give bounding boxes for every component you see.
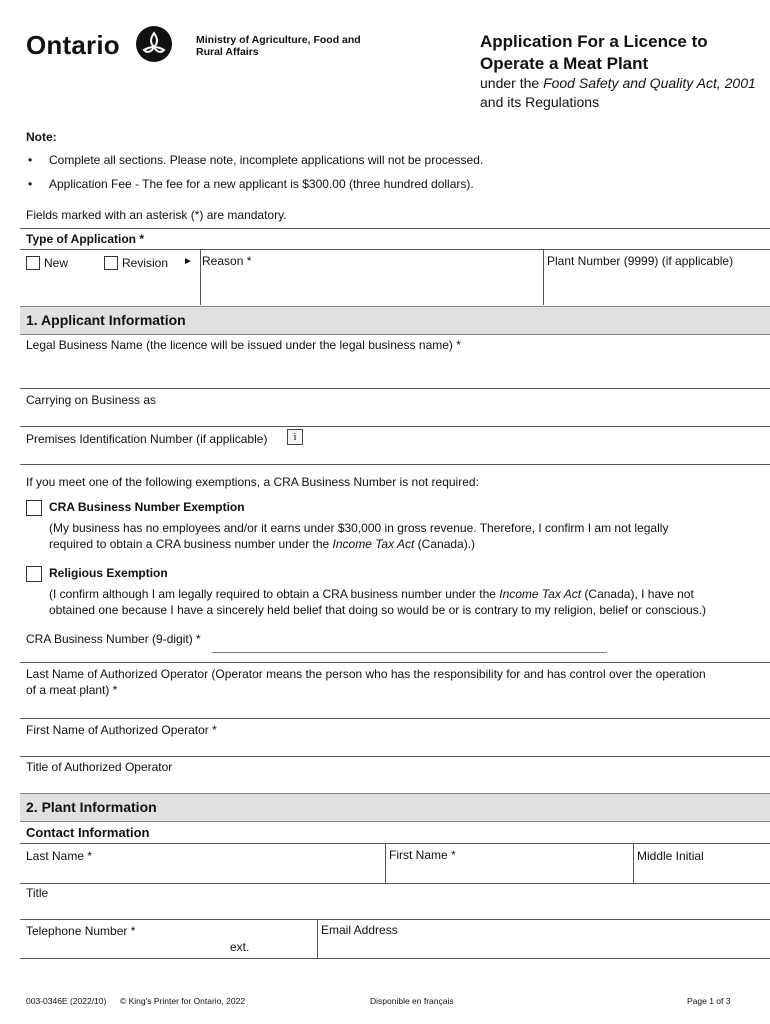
note-heading: Note: xyxy=(26,130,57,144)
contact-info-heading: Contact Information xyxy=(26,825,150,840)
operator-last-name-input[interactable] xyxy=(26,699,770,717)
cra-exemption-text-b-start: required to obtain a CRA business number under the xyxy=(49,537,333,551)
legal-name-input[interactable] xyxy=(26,354,770,386)
cra-exemption-text-b-end: (Canada).) xyxy=(414,537,476,551)
religious-exemption-checkbox[interactable] xyxy=(26,566,42,582)
religious-exemption-title: Religious Exemption xyxy=(49,566,168,580)
section-1-title: 1. Applicant Information xyxy=(26,312,186,328)
new-label: New xyxy=(44,256,69,270)
note-bullet-2: Application Fee - The fee for a new applicant is $300.00 (three hundred dollars). xyxy=(49,177,474,191)
ministry-name: Ministry of Agriculture, Food and Rural Affairs xyxy=(196,34,361,58)
operator-title-input[interactable] xyxy=(26,776,770,792)
first-name-label: First Name * xyxy=(389,848,456,862)
divider xyxy=(20,228,770,229)
cra-exemption-text-b-italic: Income Tax Act xyxy=(332,537,415,551)
last-name-label: Last Name * xyxy=(26,849,93,863)
carrying-on-input[interactable] xyxy=(26,408,770,425)
cra-number-input[interactable] xyxy=(212,630,607,652)
cra-number-underline xyxy=(212,652,607,653)
operator-last-name-label-a: Last Name of Authorized Operator (Operator means the person who has the responsibility for and has control over the operation xyxy=(26,667,706,681)
operator-title-label: Title of Authorized Operator xyxy=(26,760,173,774)
divider xyxy=(20,464,770,465)
religious-text-b: obtained one because I have a sincerely held belief that doing so would be or is contrary to my religion, belief or conscious.) xyxy=(49,603,707,617)
application-type-label: Type of Application * xyxy=(26,232,145,246)
reason-label: Reason * xyxy=(202,254,252,268)
form-title: Application For a Licence to Operate a Meat Plant xyxy=(480,32,708,73)
divider xyxy=(20,388,770,389)
religious-text-a-italic: Income Tax Act xyxy=(499,587,582,601)
bullet-icon: • xyxy=(28,177,33,191)
trillium-logo-icon xyxy=(135,25,173,63)
reason-input[interactable] xyxy=(202,270,542,304)
cra-exemption-title: CRA Business Number Exemption xyxy=(49,500,245,514)
plant-number-input[interactable] xyxy=(547,270,770,304)
telephone-label: Telephone Number * xyxy=(26,924,136,938)
premises-id-input[interactable] xyxy=(26,447,770,463)
cra-exemption-checkbox[interactable] xyxy=(26,500,42,516)
religious-text-a-start: (I confirm although I am legally required to obtain a CRA business number under the xyxy=(49,587,500,601)
arrow-right-icon: ► xyxy=(183,256,193,267)
section-2-header xyxy=(20,793,770,822)
ext-label: ext. xyxy=(230,940,250,954)
section-2-title: 2. Plant Information xyxy=(26,799,157,815)
last-name-input[interactable] xyxy=(26,865,381,881)
divider xyxy=(200,249,201,305)
email-label: Email Address xyxy=(321,923,398,937)
email-input[interactable] xyxy=(321,939,770,956)
divider xyxy=(20,756,770,757)
divider xyxy=(317,919,318,958)
divider xyxy=(20,883,770,884)
french-availability: Disponible en français xyxy=(370,996,454,1006)
middle-initial-label: Middle Initial xyxy=(637,849,704,863)
plant-number-label: Plant Number (9999) (if applicable) xyxy=(547,254,734,268)
divider xyxy=(20,718,770,719)
ontario-logo-text: Ontario xyxy=(26,30,120,60)
premises-id-label: Premises Identification Number (if applicable) xyxy=(26,432,268,446)
form-subtitle xyxy=(480,74,765,112)
info-icon[interactable]: i xyxy=(287,429,303,445)
revision-checkbox[interactable] xyxy=(104,256,118,270)
divider xyxy=(543,249,544,305)
carrying-on-label: Carrying on Business as xyxy=(26,393,157,407)
subtitle-suffix: and its Regulations xyxy=(480,94,600,110)
operator-first-name-input[interactable] xyxy=(26,739,770,755)
title-label: Title xyxy=(26,886,49,900)
note-bullet-1: Complete all sections. Please note, incomplete applications will not be processed. xyxy=(49,153,484,167)
subtitle-prefix: under the xyxy=(480,75,544,91)
page-number: Page 1 of 3 xyxy=(687,996,731,1006)
cra-exemption-text-a: (My business has no employees and/or it earns under $30,000 in gross revenue. Therefore, I confirm I am not legally xyxy=(49,521,669,535)
middle-initial-input[interactable] xyxy=(637,865,770,881)
divider xyxy=(20,919,770,920)
section-1-header xyxy=(20,306,770,335)
operator-first-name-label: First Name of Authorized Operator * xyxy=(26,723,217,737)
revision-label: Revision xyxy=(122,256,169,270)
cra-number-label: CRA Business Number (9-digit) * xyxy=(26,632,201,646)
title-input[interactable] xyxy=(26,902,770,918)
copyright: © King's Printer for Ontario, 2022 xyxy=(120,996,246,1006)
religious-text-a xyxy=(49,587,694,601)
exemption-intro: If you meet one of the following exemptions, a CRA Business Number is not required: xyxy=(26,475,479,489)
first-name-input[interactable] xyxy=(389,864,629,881)
legal-name-label: Legal Business Name (the licence will be issued under the legal business name) * xyxy=(26,338,461,352)
mandatory-note: Fields marked with an asterisk (*) are mandatory. xyxy=(26,208,287,222)
telephone-input[interactable] xyxy=(26,940,221,956)
divider xyxy=(20,958,770,959)
divider xyxy=(20,249,770,250)
operator-last-name-label-b: of a meat plant) * xyxy=(26,683,118,697)
subtitle-act: Food Safety and Quality Act, 2001 xyxy=(543,75,756,91)
religious-text-a-end: (Canada), I have not xyxy=(581,587,694,601)
form-number: 003-0346E (2022/10) xyxy=(26,996,107,1006)
ext-input[interactable] xyxy=(255,940,313,956)
bullet-icon: • xyxy=(28,153,33,167)
cra-exemption-text-b xyxy=(49,537,475,551)
divider xyxy=(633,843,634,883)
divider xyxy=(20,843,770,844)
divider xyxy=(385,843,386,883)
new-checkbox[interactable] xyxy=(26,256,40,270)
divider xyxy=(20,426,770,427)
divider xyxy=(20,662,770,663)
